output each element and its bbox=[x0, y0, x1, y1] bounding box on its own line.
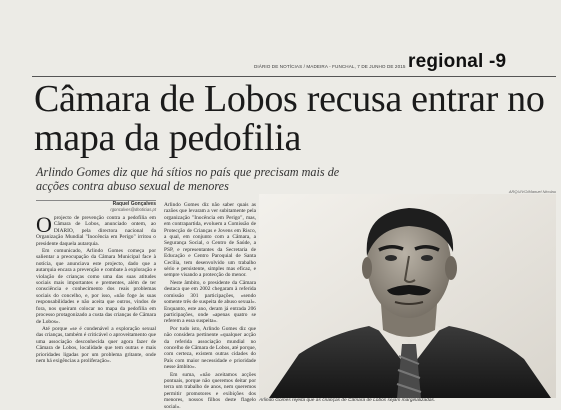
header-divider bbox=[32, 76, 556, 77]
column-1-paragraph: projecto de prevenção contra a pedofilia em Câmara de Lobos, anunciado ontem, ao DIARIO, pela directora nacional da Organização Mundial "Inocência em Perigo" irritou o presidente daquela autarquia. bbox=[36, 215, 156, 247]
column-2-paragraph: Arlindo Gomes diz não saber quais as razões que levaram a ver subitamente pela organização "Inocência em Perigo", mas, em contrapartida, evoluem a Comissão de Protecção de Crianças e Jovens em Risco, a qual, em conjunto com a Câmara, a Segurança Social, o Centro de Saúde, a PSP, e representantes da Secretaria de Educação e Centro Paroquial de Santa Cecília, tem desenvolvido um trabalho sério e persistente, simples mas eficaz, e sempre visando a protecção do menor. bbox=[164, 202, 256, 279]
byline-email: rgoncalves@dnoticias.pt bbox=[110, 207, 156, 212]
article-column-2 bbox=[164, 202, 256, 410]
article-column-1 bbox=[36, 212, 156, 404]
article-subheadline: Arlindo Gomes diz que há sítios no país que precisam mais de acções contra abuso sexual de menores bbox=[36, 165, 340, 193]
column-2-paragraph: Em suma, «não aceitamos acções pontuais, porque não queremos deitar por terra um trabalho de anos, nem queremos permitir promotores e exibições dos menores, nossos filhos deste flagelo social». bbox=[164, 371, 256, 410]
portrait-illustration bbox=[259, 194, 556, 398]
article-headline: Câmara de Lobos recusa entrar no mapa da pedofilia bbox=[34, 78, 545, 159]
column-1-paragraph: Em comunicado, Arlindo Gomes começa por salientar a preocupação da Câmara Municipal face à notícia, que anunciava este projecto, dado que a autarquia encara a prevenção e combate à exploração e violação de crianças como uma das suas atitudes sociais mais importantes e prementes, além de ter consciência e conhecimento dos reais problemas sociais do concelho, e, por isso, «não foge às suas responsabilidades e não aceita que outros, vindos de fora, nos queiram colocar no mapa da pedofilia em processo protagonizado a custa das crianças de Câmara de Lobos». bbox=[36, 248, 156, 325]
article-photo bbox=[259, 194, 556, 398]
page-header-meta: DIÁRIO DE NOTÍCIAS / MADEIRA - FUNCHAL, 7 DE JUNHO DE 2015 bbox=[254, 64, 406, 69]
photo-caption: Arlindo Gomes rejeita que as crianças de Câmara de Lobos sejam marginalizadas. bbox=[259, 398, 436, 403]
column-2-paragraph: Por tudo isto, Arlindo Gomes diz que não considera pertinente «qualquer acção da referida associação mundial no concelho de Câmara de Lobos, até porque, com certeza, existem outras cidades do País com maior necessidade e prioridade nesse âmbito». bbox=[164, 325, 256, 371]
section-title: regional -9 bbox=[408, 51, 507, 72]
article-byline: Raquel Gonçalves bbox=[112, 201, 156, 207]
photo-credit: ARQUIVO/Manuel Nicolau bbox=[508, 189, 556, 194]
column-2-paragraph: Neste âmbito, o presidente da Câmara destaca que em 2002 chegaram à referida comissão 301 participações, «sendo somente três de suspeita de abuso sexual». Enquanto, este ano, deram já entrada 206 participações, onde «apenas quatro se referem a essa suspeita». bbox=[164, 279, 256, 325]
column-1-paragraph: Até porque «se é condenável a exploração sexual das crianças, também é criticável o aproveitamento que uma associação desconhecida quer agora fazer de Câmara de Lobos, localidade que tem outras e mais prioridades ligadas por um problema gritante, onde nem há exigências a proliferação». bbox=[36, 325, 156, 364]
drop-cap: O bbox=[36, 212, 52, 237]
